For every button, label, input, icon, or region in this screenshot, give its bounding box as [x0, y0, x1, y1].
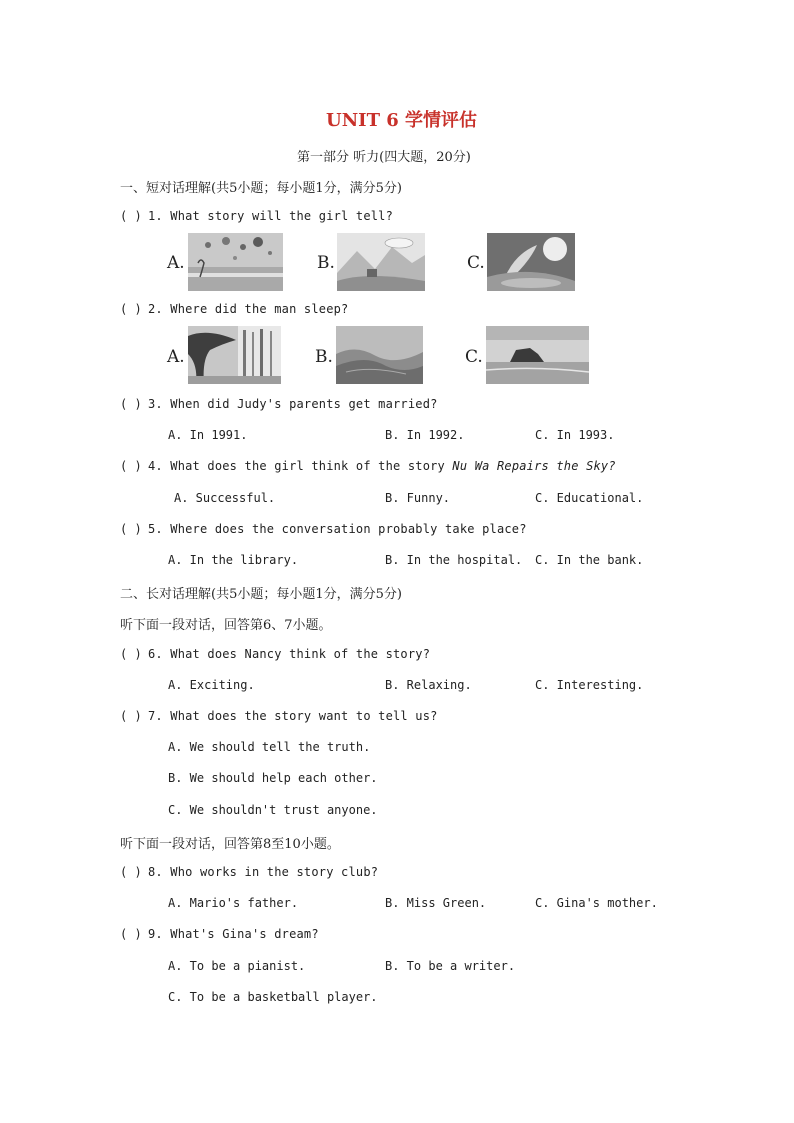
question-7: 7. What does the story want to tell us?: [148, 709, 438, 723]
answer-blank-3[interactable]: ( ): [120, 397, 142, 411]
q2-option-a-image[interactable]: [188, 326, 281, 384]
section-2-intro-2: 听下面一段对话，回答第8至10小题。: [120, 837, 340, 852]
question-5: 5. Where does the conversation probably take place?: [148, 522, 527, 536]
answer-blank-5[interactable]: ( ): [120, 522, 142, 536]
answer-blank-1[interactable]: ( ): [120, 209, 142, 223]
q2-option-b-image[interactable]: [336, 326, 423, 384]
question-4: [148, 459, 616, 473]
section-1-heading: 一、短对话理解(共5小题；每小题1分，满分5分): [120, 181, 402, 196]
q7-option-c[interactable]: C. We shouldn't trust anyone.: [168, 803, 378, 817]
part-heading: 第一部分 听力(四大题，20分): [297, 150, 471, 165]
q1-option-a-label: A.: [167, 253, 185, 273]
page-title: UNIT 6 学情评估: [326, 110, 478, 131]
q8-option-b[interactable]: B. Miss Green.: [385, 896, 487, 910]
q1-option-a-image[interactable]: [188, 233, 283, 291]
question-3: 3. When did Judy's parents get married?: [148, 397, 438, 411]
section-2-intro-1: 听下面一段对话，回答第6、7小题。: [120, 618, 332, 633]
q5-option-b[interactable]: B. In the hospital.: [385, 553, 523, 567]
answer-blank-6[interactable]: ( ): [120, 647, 142, 661]
q5-option-a[interactable]: A. In the library.: [168, 553, 299, 567]
question-1: 1. What story will the girl tell?: [148, 209, 394, 223]
q7-option-b[interactable]: B. We should help each other.: [168, 771, 378, 785]
question-6: 6. What does Nancy think of the story?: [148, 647, 431, 661]
q4-option-a[interactable]: A. Successful.: [174, 491, 276, 505]
q4-option-b[interactable]: B. Funny.: [385, 491, 451, 505]
q1-option-c-label: C.: [467, 253, 485, 273]
answer-blank-7[interactable]: ( ): [120, 709, 142, 723]
answer-blank-2[interactable]: ( ): [120, 302, 142, 316]
q6-option-a[interactable]: A. Exciting.: [168, 678, 255, 692]
q5-option-c[interactable]: C. In the bank.: [535, 553, 644, 567]
answer-blank-9[interactable]: ( ): [120, 927, 142, 941]
question-2: 2. Where did the man sleep?: [148, 302, 349, 316]
q1-option-c-image[interactable]: [487, 233, 575, 291]
q2-option-c-label: C.: [465, 347, 483, 367]
q3-option-b[interactable]: B. In 1992.: [385, 428, 465, 442]
q3-option-a[interactable]: A. In 1991.: [168, 428, 248, 442]
question-9: 9. What's Gina's dream?: [148, 927, 319, 941]
q8-option-c[interactable]: C. Gina's mother.: [535, 896, 658, 910]
answer-blank-8[interactable]: ( ): [120, 865, 142, 879]
section-2-heading: 二、长对话理解(共5小题；每小题1分，满分5分): [120, 587, 402, 602]
q6-option-c[interactable]: C. Interesting.: [535, 678, 644, 692]
question-4-story-title: Nu Wa Repairs the Sky?: [452, 459, 616, 473]
q9-option-b[interactable]: B. To be a writer.: [385, 959, 516, 973]
q1-option-b-image[interactable]: [337, 233, 425, 291]
q2-option-b-label: B.: [315, 347, 333, 367]
q2-option-a-label: A.: [167, 347, 185, 367]
q8-option-a[interactable]: A. Mario's father.: [168, 896, 299, 910]
answer-blank-4[interactable]: ( ): [120, 459, 142, 473]
question-8: 8. Who works in the story club?: [148, 865, 379, 879]
q6-option-b[interactable]: B. Relaxing.: [385, 678, 472, 692]
q3-option-c[interactable]: C. In 1993.: [535, 428, 615, 442]
question-4-text: 4. What does the girl think of the story: [148, 459, 453, 473]
q2-option-c-image[interactable]: [486, 326, 589, 384]
q7-option-a[interactable]: A. We should tell the truth.: [168, 740, 371, 754]
q9-option-a[interactable]: A. To be a pianist.: [168, 959, 306, 973]
q4-option-c[interactable]: C. Educational.: [535, 491, 644, 505]
q1-option-b-label: B.: [317, 253, 335, 273]
q9-option-c[interactable]: C. To be a basketball player.: [168, 990, 378, 1004]
